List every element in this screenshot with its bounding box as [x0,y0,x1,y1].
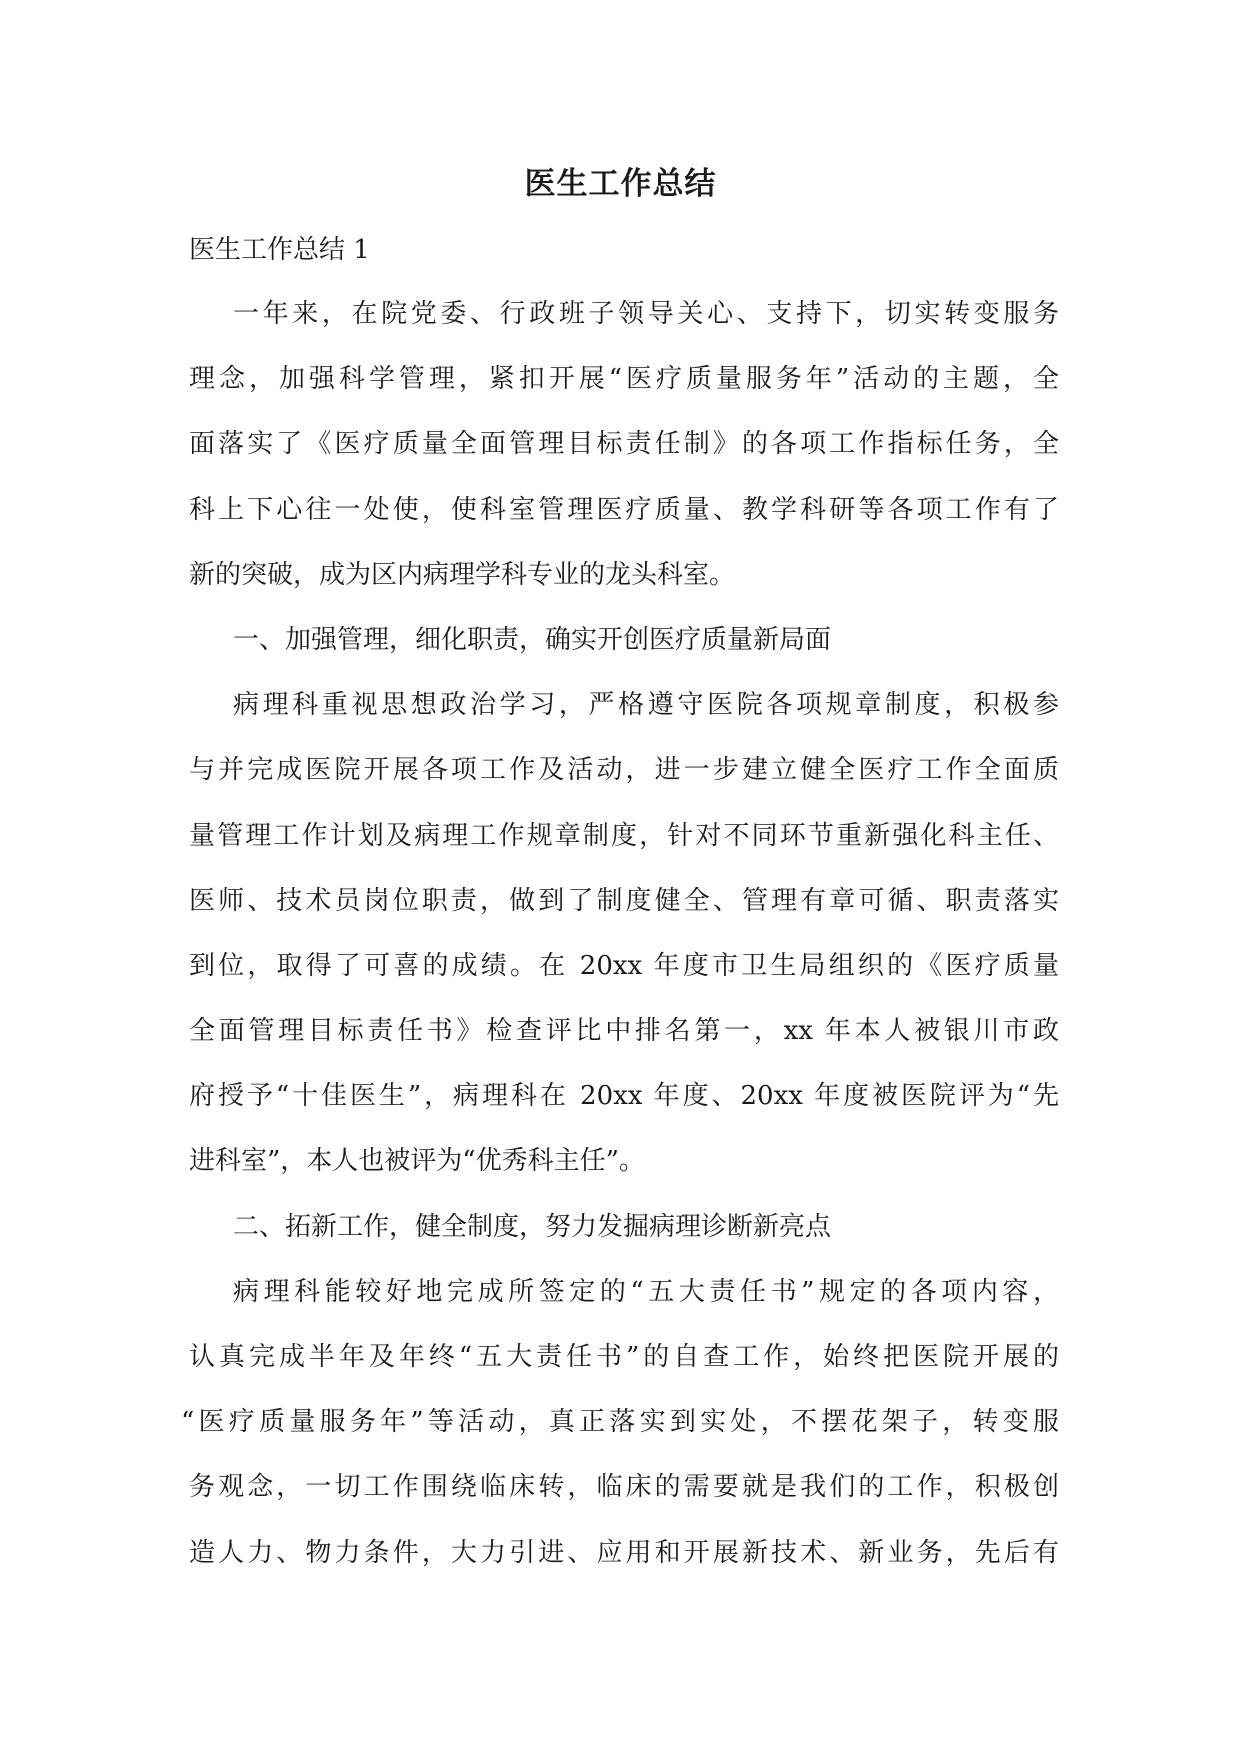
paragraph-line: 府授予“十佳医生”，病理科在 20xx 年度、20xx 年度被医院评为“先 [189,1081,1059,1112]
paragraph-line: 病理科重视思想政治学习，严格遵守医院各项规章制度，积极参 [233,690,1059,721]
paragraph-line: “医疗质量服务年”等活动，真正落实到实处，不摆花架子，转变服 [181,1407,1059,1438]
document-body [181,282,1059,1586]
paragraph-line: 认真完成半年及年终“五大责任书”的自查工作，始终把医院开展的 [189,1342,1059,1372]
paragraph-line: 量管理工作计划及病理工作规章制度，针对不同环节重新强化科主任、 [189,820,1059,851]
paragraph-line: 面落实了《医疗质量全面管理目标责任制》的各项工作指标任务，全 [189,429,1059,460]
paragraph-line: 病理科能较好地完成所签定的“五大责任书”规定的各项内容， [233,1276,1059,1307]
paragraph-line: 务观念，一切工作围绕临床转，临床的需要就是我们的工作，积极创 [189,1472,1059,1503]
paragraph-line: 医师、技术员岗位职责，做到了制度健全、管理有章可循、职责落实 [189,885,1059,916]
document-title: 医生工作总结 [524,166,717,202]
section-heading: 二、拓新工作，健全制度，努力发掘病理诊断新亮点 [233,1211,832,1242]
paragraph-line: 与并完成医院开展各项工作及活动，进一步建立健全医疗工作全面质 [189,755,1059,786]
section-heading: 一、加强管理，细化职责，确实开创医疗质量新局面 [233,624,832,655]
paragraph-line: 理念，加强科学管理，紧扣开展“医疗质量服务年”活动的主题，全 [189,364,1059,395]
document-subtitle: 医生工作总结 1 [189,235,370,265]
paragraph-line: 到位，取得了可喜的成绩。在 20xx 年度市卫生局组织的《医疗质量 [189,950,1059,981]
paragraph-line: 全面管理目标责任书》检查评比中排名第一，xx 年本人被银川市政 [189,1016,1059,1047]
paragraph-line: 新的突破，成为区内病理学科专业的龙头科室。 [189,559,736,590]
paragraph-line: 一年来，在院党委、行政班子领导关心、支持下，切实转变服务 [233,299,1059,329]
paragraph-line: 造人力、物力条件，大力引进、应用和开展新技术、新业务，先后有 [189,1537,1059,1568]
paragraph-line: 科上下心往一处使，使科室管理医疗质量、教学科研等各项工作有了 [189,494,1059,525]
paragraph-line: 进科室”，本人也被评为“优秀科主任”。 [189,1146,645,1177]
